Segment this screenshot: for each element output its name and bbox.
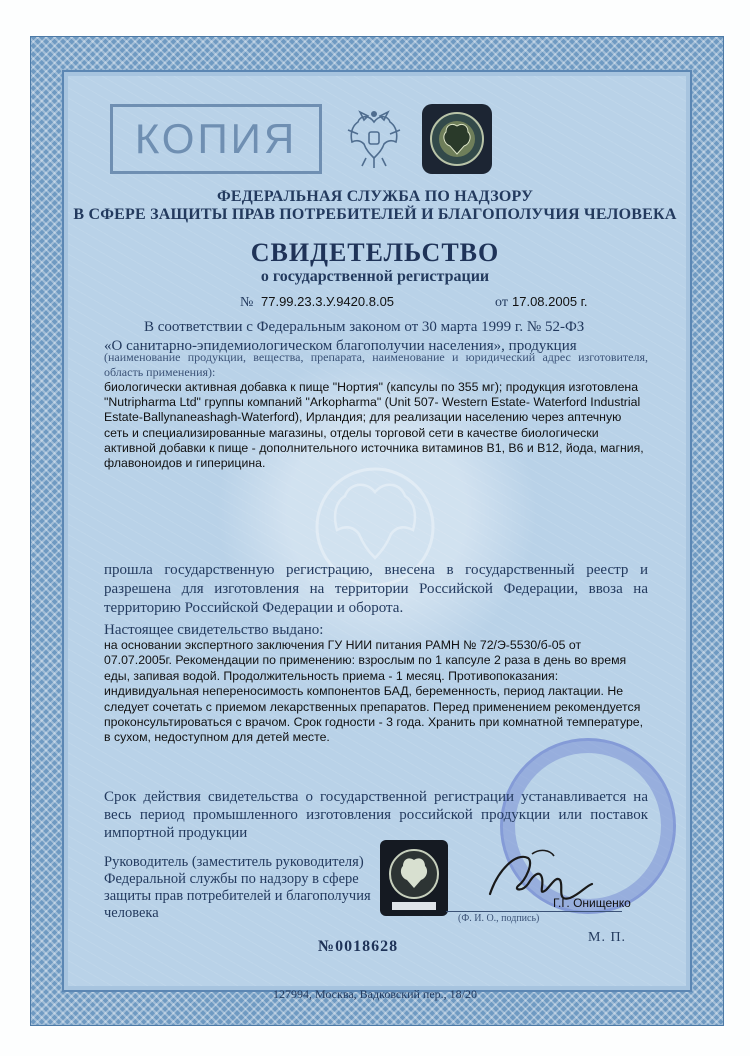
date-label: от [495, 295, 508, 310]
hologram-seal-icon [420, 102, 494, 176]
issue-basis: на основании экспертного заключения ГУ НИИ питания РАМН № 72/Э-5530/б-05 от 07.07.2005г. Рекомендации по применению: взрослым по 1 капсуле 2 раза в день во время еды, запивая водой. Продолжительность приема - 1 месяц. Противопоказания: индивидуальная непереносимость компонентов БАД, беременность, период лактации. Не следует сочетать с приемом лекарственных препаратов. Перед применением рекомендуется проконсультироваться с врачом. Срок годности - 3 года. Хранить при комнатной температуре, в сухом, недоступном для детей месте. [104, 638, 644, 745]
registration-number: 77.99.23.3.У.9420.8.05 [261, 294, 395, 309]
product-description: биологически активная добавка к пище "Нортия" (капсулы по 355 мг); продукция изготовлена "Nutripharma Ltd" группы компаний "Arkopharma" (Unit 507- Western Estate- Waterford Industrial Estate-Ballynaneashagh-Waterford), Ирландия; для реализации населению через аптечную сеть и специализированные магазины, отделы торговой сети в качестве биологически активной добавки к пище - дополнительного источника витаминов В1, В6 и В12, йода, магния, флавоноидов и гиперицина. [104, 380, 644, 471]
product-field-hint: (наименование продукции, вещества, препарата, наименование и юридический адрес изготовителя, область применения): [104, 350, 648, 379]
validity-period: Срок действия свидетельства о государственной регистрации устанавливается на весь период промышленного изготовления российской продукции или поставок импортной продукции [104, 789, 648, 841]
signature-line [446, 911, 622, 912]
hologram-seal-icon [378, 838, 450, 918]
agency-line-2: В СФЕРЕ ЗАЩИТЫ ПРАВ ПОТРЕБИТЕЛЕЙ И БЛАГОПОЛУЧИЯ ЧЕЛОВЕКА [73, 206, 677, 223]
registration-date: 17.08.2005 г. [512, 294, 588, 309]
agency-line-1: ФЕДЕРАЛЬНАЯ СЛУЖБА ПО НАДЗОРУ [216, 188, 534, 205]
double-headed-eagle-icon [338, 104, 410, 176]
copy-stamp: КОПИЯ [110, 104, 322, 174]
signatory-name: Г.Г. Онищенко [553, 896, 631, 910]
registration-status: прошла государственную регистрацию, внесена в государственный реестр и разрешена для изготовления на территории Российской Федерации, ввоза на территорию Российской Федерации и оборота. [104, 562, 648, 616]
number-label: № [240, 295, 254, 310]
signature-hint: (Ф. И. О., подпись) [458, 913, 540, 924]
document-subtitle: о государственной регистрации [260, 268, 490, 285]
document-title: СВИДЕТЕЛЬСТВО [250, 238, 500, 267]
issued-label: Настоящее свидетельство выдано: [104, 622, 324, 638]
head-of-service-label: Руководитель (заместитель руководителя) Федеральной службы по надзору в сфере защиты прав потребителей и благополучия человека [104, 854, 371, 921]
law-text-line-1: В соответствии с Федеральным законом от 30 марта 1999 г. № 52-ФЗ [144, 319, 585, 335]
serial-number: №0018628 [318, 938, 399, 955]
address-footer: 127994, Москва, Вадковский пер., 18/20 [273, 987, 477, 1001]
seal-place-label: М. П. [588, 930, 627, 945]
law-text-line-2: «О санитарно-эпидемиологическом благополучии населения», продукция [104, 338, 577, 354]
